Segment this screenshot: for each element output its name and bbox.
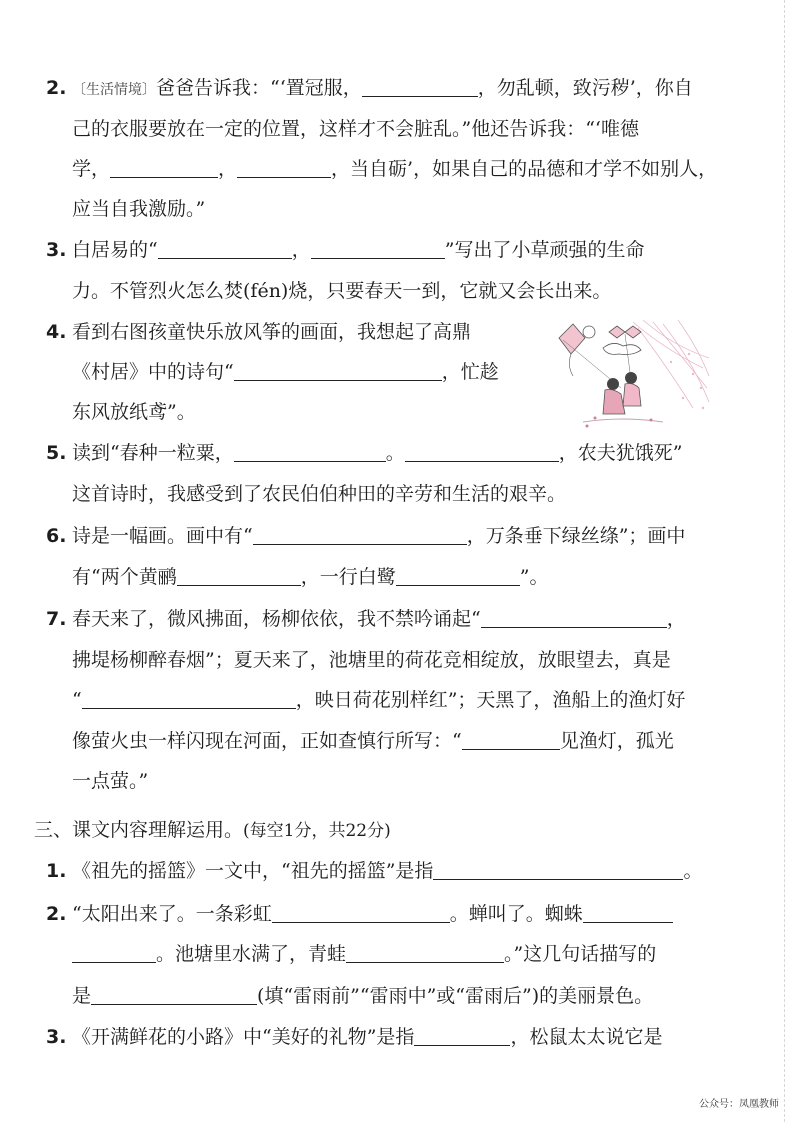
- answer-blank[interactable]: [405, 442, 559, 462]
- answer-blank[interactable]: [414, 1026, 510, 1046]
- question-number: 3.: [46, 239, 67, 261]
- text: ，松鼠太太说它是: [510, 1026, 663, 1048]
- s2-line-1: [72, 902, 673, 926]
- q7-line-1: [72, 607, 686, 631]
- answer-blank[interactable]: [158, 239, 292, 259]
- text: “太阳出来了。一条彩虹: [72, 903, 272, 925]
- q6-line-1: [72, 524, 685, 548]
- text: 学，: [72, 158, 111, 180]
- q4-line-2: [72, 360, 499, 384]
- question-number: 2.: [46, 903, 67, 925]
- text: 。: [385, 442, 405, 464]
- question-number: 5.: [46, 442, 67, 464]
- text: 。: [683, 860, 703, 882]
- text: ，: [291, 239, 311, 261]
- section-score-note: (每空1分，共22分): [243, 821, 391, 841]
- question-number: 2.: [46, 77, 67, 99]
- text: 诗是一幅画。画中有“: [72, 525, 253, 547]
- text: ，: [218, 158, 238, 180]
- q7-line-5: 一点萤。”: [72, 770, 149, 792]
- text: ”。: [519, 566, 549, 588]
- text: 见渔灯，孤光: [559, 730, 674, 752]
- text: 读到“春种一粒粟，: [72, 442, 234, 464]
- answer-blank[interactable]: [362, 77, 478, 97]
- text: 像萤火虫一样闪现在河面，正如查慎行所写：“: [72, 730, 462, 752]
- answer-blank[interactable]: [272, 903, 450, 923]
- text: ，一行白鹭: [300, 566, 396, 588]
- answer-blank[interactable]: [346, 943, 504, 963]
- answer-blank[interactable]: [253, 525, 467, 545]
- question-number: 7.: [46, 608, 67, 630]
- text: ，忙趁: [441, 361, 499, 383]
- text: 《祖先的摇篮》一文中，“祖先的摇篮”是指: [72, 860, 434, 882]
- text: ，当自砺’，如果自己的品德和才学不如别人，: [331, 158, 718, 180]
- section-heading: [34, 818, 391, 843]
- q5-line-2: 这首诗时，我感受到了农民伯伯种田的辛劳和生活的艰辛。: [72, 483, 567, 505]
- q4-line-1: 看到右图孩童快乐放风筝的画面，我想起了高鼎: [72, 321, 472, 343]
- text: 有“两个黄鹂: [72, 566, 177, 588]
- section-title: 三、课文内容理解运用。: [34, 819, 244, 841]
- text: (填“雷雨前”“雷雨中”或“雷雨后”)的美丽景色。: [257, 985, 654, 1007]
- text: ”写出了小草顽强的生命: [444, 239, 645, 261]
- answer-blank[interactable]: [177, 566, 301, 586]
- answer-blank[interactable]: [311, 239, 445, 259]
- q2-line-3: [72, 157, 717, 181]
- q2-line-1: [72, 76, 693, 102]
- answer-blank[interactable]: [396, 566, 520, 586]
- question-number: 4.: [46, 321, 67, 343]
- page-edge: [784, 0, 791, 1122]
- answer-blank[interactable]: [433, 860, 683, 880]
- q4-line-3: 东风放纸鸢”。: [72, 401, 196, 423]
- text: ，农夫犹饿死”: [558, 442, 683, 464]
- q6-line-2: [72, 565, 548, 589]
- text: 爸爸告诉我：“‘置冠服，: [156, 77, 362, 99]
- q7-line-3: [72, 688, 685, 712]
- answer-blank[interactable]: [72, 943, 156, 963]
- text: ，万条垂下绿丝绦”；画中: [466, 525, 686, 547]
- q2-line-4: 应当自我激励。”: [72, 198, 206, 220]
- question-number: 3.: [46, 1026, 67, 1048]
- answer-blank[interactable]: [237, 158, 331, 178]
- text: 春天来了，微风拂面，杨柳依依，我不禁吟诵起“: [72, 608, 481, 630]
- text: 白居易的“: [72, 239, 158, 261]
- q7-line-4: [72, 729, 674, 753]
- q3-line-1: [72, 238, 644, 262]
- s2-line-2: [72, 942, 656, 966]
- answer-blank[interactable]: [234, 361, 442, 381]
- text: 《村居》中的诗句“: [72, 361, 234, 383]
- text: 。蝉叫了。蜘蛛: [449, 903, 583, 925]
- answer-blank[interactable]: [91, 985, 257, 1005]
- text: ，: [666, 608, 686, 630]
- question-number: 1.: [46, 860, 67, 882]
- text: “: [72, 689, 82, 711]
- q3-line-2: 力。不管烈火怎么焚(fén)烧，只要春天一到，它就又会长出来。: [72, 280, 612, 302]
- answer-blank[interactable]: [481, 608, 667, 628]
- footer-watermark: 公众号：凤凰教师: [699, 1099, 779, 1110]
- answer-blank[interactable]: [462, 730, 560, 750]
- q5-line-1: [72, 441, 682, 465]
- answer-blank[interactable]: [110, 158, 218, 178]
- text: 《开满鲜花的小路》中“美好的礼物”是指: [72, 1026, 415, 1048]
- text: 是: [72, 985, 92, 1007]
- s3-line-1: [72, 1025, 662, 1049]
- s1-line-1: [72, 859, 702, 883]
- answer-blank[interactable]: [583, 903, 673, 923]
- children-flying-kite-illustration: [543, 318, 711, 430]
- q2-line-2: 己的衣服要放在一定的位置，这样才不会脏乱。”他还告诉我：“‘唯德: [72, 118, 639, 140]
- question-number: 6.: [46, 525, 67, 547]
- text: ，映日荷花别样红”；天黑了，渔船上的渔灯好: [295, 689, 686, 711]
- answer-blank[interactable]: [234, 442, 386, 462]
- answer-blank[interactable]: [82, 689, 296, 709]
- q7-line-2: 拂堤杨柳醉春烟”；夏天来了，池塘里的荷花竞相绽放，放眼望去，真是: [72, 649, 671, 671]
- text: 。”这几句话描写的: [504, 943, 657, 965]
- s2-line-3: [72, 984, 653, 1008]
- text: 。池塘里水满了，青蛙: [156, 943, 347, 965]
- text: ，勿乱顿，致污秽’，你自: [477, 77, 693, 99]
- context-tag: 〔生活情境〕: [72, 82, 156, 98]
